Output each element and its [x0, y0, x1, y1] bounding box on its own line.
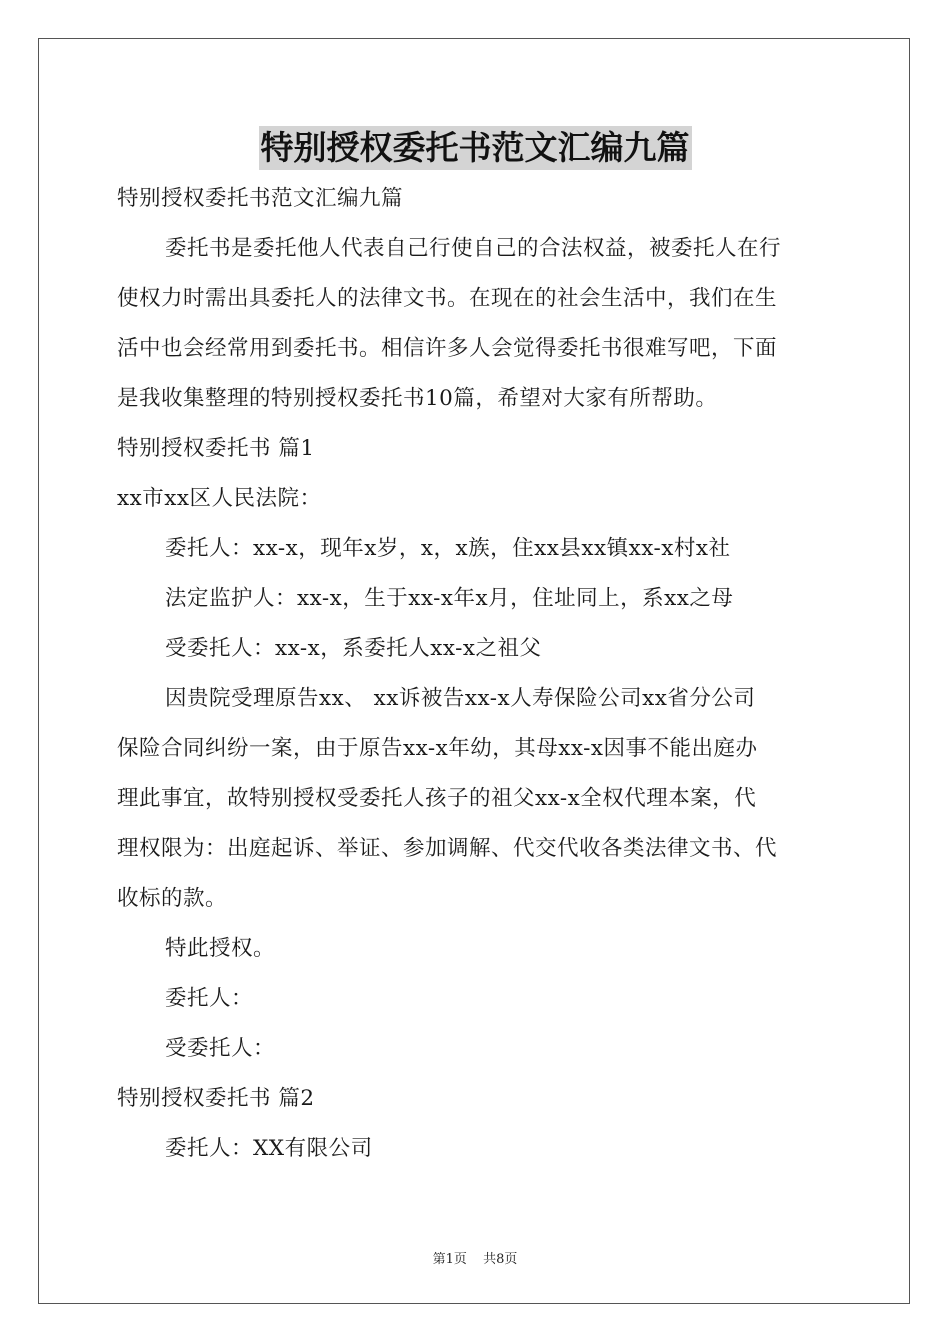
intro-line-2: 使权力时需出具委托人的法律文书。在现在的社会生活中，我们在生 [117, 286, 778, 311]
body-line-3: 理此事宜，故特别授权受委托人孩子的祖父xx-x全权代理本案，代 [117, 786, 757, 811]
document-title: 特别授权委托书范文汇编九篇 [259, 126, 692, 170]
intro-line-4: 是我收集整理的特别授权委托书10篇，希望对大家有所帮助。 [117, 386, 718, 411]
body-line-4: 理权限为：出庭起诉、举证、参加调解、代交代收各类法律文书、代 [117, 836, 778, 861]
intro-line-3: 活中也会经常用到委托书。相信许多人会觉得委托书很难写吧，下面 [117, 336, 778, 361]
body-line-2: 保险合同纠纷一案，由于原告xx-x年幼，其母xx-x因事不能出庭办 [117, 736, 758, 761]
signature-agent: 受委托人： [165, 1036, 276, 1061]
document-body [117, 174, 833, 1174]
page-footer [0, 1248, 950, 1267]
intro-line-1: 委托书是委托他人代表自己行使自己的合法权益，被委托人在行 [165, 236, 782, 261]
section-1-heading: 特别授权委托书 篇1 [117, 436, 315, 461]
special-authorization: 特此授权。 [165, 936, 276, 961]
section-2-heading: 特别授权委托书 篇2 [117, 1086, 315, 1111]
guardian-line: 法定监护人：xx-x，生于xx-x年x月，住址同上，系xx之母 [165, 586, 734, 611]
agent-line: 受委托人：xx-x，系委托人xx-x之祖父 [165, 636, 542, 661]
body-line-5: 收标的款。 [117, 886, 228, 911]
subtitle: 特别授权委托书范文汇编九篇 [117, 186, 404, 211]
court-line: xx市xx区人民法院： [117, 486, 322, 511]
title-container [0, 126, 950, 170]
page-number: 第1页 [432, 1252, 467, 1267]
section-2-principal: 委托人：XX有限公司 [165, 1136, 373, 1161]
page-total: 共8页 [483, 1252, 518, 1267]
signature-principal: 委托人： [165, 986, 254, 1011]
body-line-1: 因贵院受理原告xx、 xx诉被告xx-x人寿保险公司xx省分公司 [165, 686, 756, 711]
principal-line: 委托人：xx-x，现年x岁，x，x族，住xx县xx镇xx-x村x社 [165, 536, 731, 561]
